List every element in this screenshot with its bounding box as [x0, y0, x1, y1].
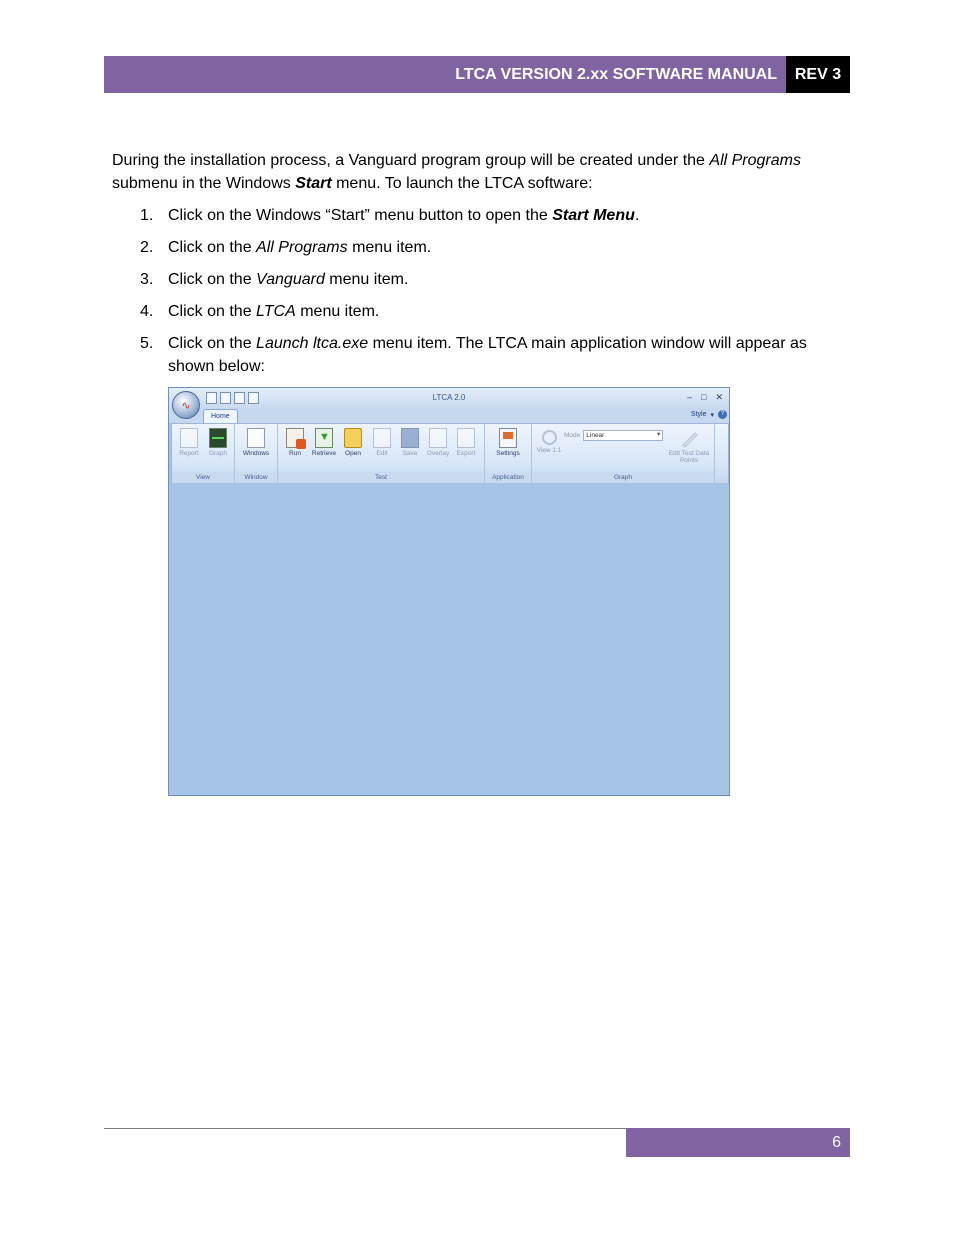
group-graph: [532, 424, 715, 483]
run-label: Run: [289, 450, 301, 457]
retrieve-label: Retrieve: [311, 450, 337, 457]
step-emphasis: Launch ltca.exe: [256, 335, 369, 352]
step-emphasis: LTCA: [256, 303, 296, 320]
footer-bar: [626, 1128, 850, 1157]
step-emphasis: Start Menu: [552, 207, 635, 224]
retrieve-button[interactable]: [309, 428, 339, 457]
page-number: 6: [832, 1133, 841, 1151]
tab-home[interactable]: Home: [203, 409, 238, 424]
intro-text: menu. To launch the LTCA software:: [331, 175, 593, 192]
mode-select[interactable]: [583, 430, 663, 441]
mode-label: Mode: [564, 432, 581, 439]
chevron-down-icon: ▾: [710, 411, 714, 419]
group-view: [172, 424, 235, 483]
edit-test-data-points-label: Edit Test Data Points: [668, 450, 710, 464]
step-emphasis: All Programs: [256, 239, 348, 256]
revision-badge: [786, 56, 850, 93]
step-number: 3.: [140, 271, 154, 288]
step-item: [112, 236, 842, 259]
edit-icon: [373, 428, 391, 448]
windows-button[interactable]: [240, 428, 272, 457]
close-icon[interactable]: ✕: [715, 392, 723, 402]
step-text: Click on the: [168, 271, 257, 288]
pencil-icon: [680, 428, 698, 448]
windows-label: Windows: [242, 450, 270, 457]
step-text: menu item.: [347, 239, 432, 256]
pencil-icon-svg: [680, 428, 698, 448]
report-icon: [180, 428, 198, 448]
step-text: Click on the Windows “Start” menu button to open the: [168, 207, 553, 224]
step-item: [112, 300, 842, 323]
step-text: menu item.: [295, 303, 380, 320]
ribbon: [171, 423, 729, 484]
ribbon-tab-row: [169, 408, 729, 423]
report-label: Report: [179, 450, 199, 457]
minimize-icon[interactable]: –: [687, 392, 693, 402]
help-icon[interactable]: ?: [718, 410, 727, 419]
ltca-app-window: [168, 387, 730, 796]
waveform-icon: ∿: [181, 399, 191, 412]
graph-icon: [209, 428, 227, 448]
retrieve-icon: [315, 428, 333, 448]
document-title: LTCA VERSION 2.xx SOFTWARE MANUAL: [455, 65, 777, 83]
edit-button[interactable]: [367, 428, 397, 457]
export-label: Export: [456, 450, 476, 457]
settings-label: Settings: [496, 450, 520, 457]
step-emphasis: Vanguard: [256, 271, 325, 288]
style-label: Style: [690, 411, 707, 418]
settings-button[interactable]: [491, 428, 525, 457]
group-label: Window: [235, 472, 277, 483]
view-1-1-label: View 1:1: [536, 447, 562, 454]
open-label: Open: [345, 450, 361, 457]
overlay-label: Overlay: [426, 450, 450, 457]
edit-test-data-points-button[interactable]: [666, 428, 712, 464]
folder-icon: [344, 428, 362, 448]
view-1-1-button[interactable]: [534, 428, 564, 454]
intro-text: submenu in the Windows: [112, 175, 296, 192]
save-button[interactable]: [395, 428, 425, 457]
magnifier-icon: [542, 430, 557, 445]
windows-icon: [247, 428, 265, 448]
step-text: .: [634, 207, 640, 224]
export-button[interactable]: [451, 428, 481, 457]
graph-button[interactable]: [203, 428, 233, 457]
step-text: menu item.: [324, 271, 409, 288]
mdi-workspace: [170, 483, 728, 794]
group-label: Test: [278, 472, 484, 483]
intro-start: Start: [295, 175, 332, 192]
open-button[interactable]: [338, 428, 368, 457]
title-bar: [169, 388, 729, 408]
group-window: [235, 424, 278, 483]
application-orb-button[interactable]: [172, 391, 200, 419]
step-number: 1.: [140, 207, 154, 224]
step-item: [112, 268, 842, 291]
overlay-icon: [429, 428, 447, 448]
window-title: LTCA 2.0: [432, 393, 466, 402]
step-number: 2.: [140, 239, 154, 256]
group-test: [278, 424, 485, 483]
intro-paragraph: [112, 149, 832, 195]
group-application: [485, 424, 532, 483]
export-icon: [457, 428, 475, 448]
footer-rule: [104, 1128, 626, 1129]
mode-value: Linear: [586, 432, 605, 439]
step-text: menu item. The LTCA main application window will appear as shown below:: [168, 335, 807, 375]
run-icon: [286, 428, 304, 448]
revision-label: REV 3: [794, 65, 842, 83]
run-button[interactable]: [280, 428, 310, 457]
step-number: 5.: [140, 335, 154, 352]
group-label: Graph: [532, 472, 714, 483]
step-item: [112, 332, 842, 378]
edit-label: Edit: [376, 450, 388, 457]
steps-list: [112, 204, 842, 387]
intro-all-programs: All Programs: [709, 152, 801, 169]
overlay-button[interactable]: [423, 428, 453, 457]
group-label: Application: [485, 472, 531, 483]
maximize-icon[interactable]: □: [701, 392, 707, 402]
window-controls: [687, 392, 723, 403]
header-bar: [104, 56, 786, 93]
save-label: Save: [402, 450, 418, 457]
step-number: 4.: [140, 303, 154, 320]
step-text: Click on the: [168, 239, 257, 256]
step-text: Click on the: [168, 303, 257, 320]
settings-icon: [499, 428, 517, 448]
intro-text: During the installation process, a Vanguard program group will be created under the: [112, 152, 710, 169]
step-item: [112, 204, 842, 227]
report-button[interactable]: [174, 428, 204, 457]
graph-label: Graph: [208, 450, 228, 457]
style-menu[interactable]: [691, 410, 727, 419]
group-label: View: [172, 472, 234, 483]
step-text: Click on the: [168, 335, 257, 352]
disk-icon: [401, 428, 419, 448]
mode-control: [564, 430, 663, 441]
